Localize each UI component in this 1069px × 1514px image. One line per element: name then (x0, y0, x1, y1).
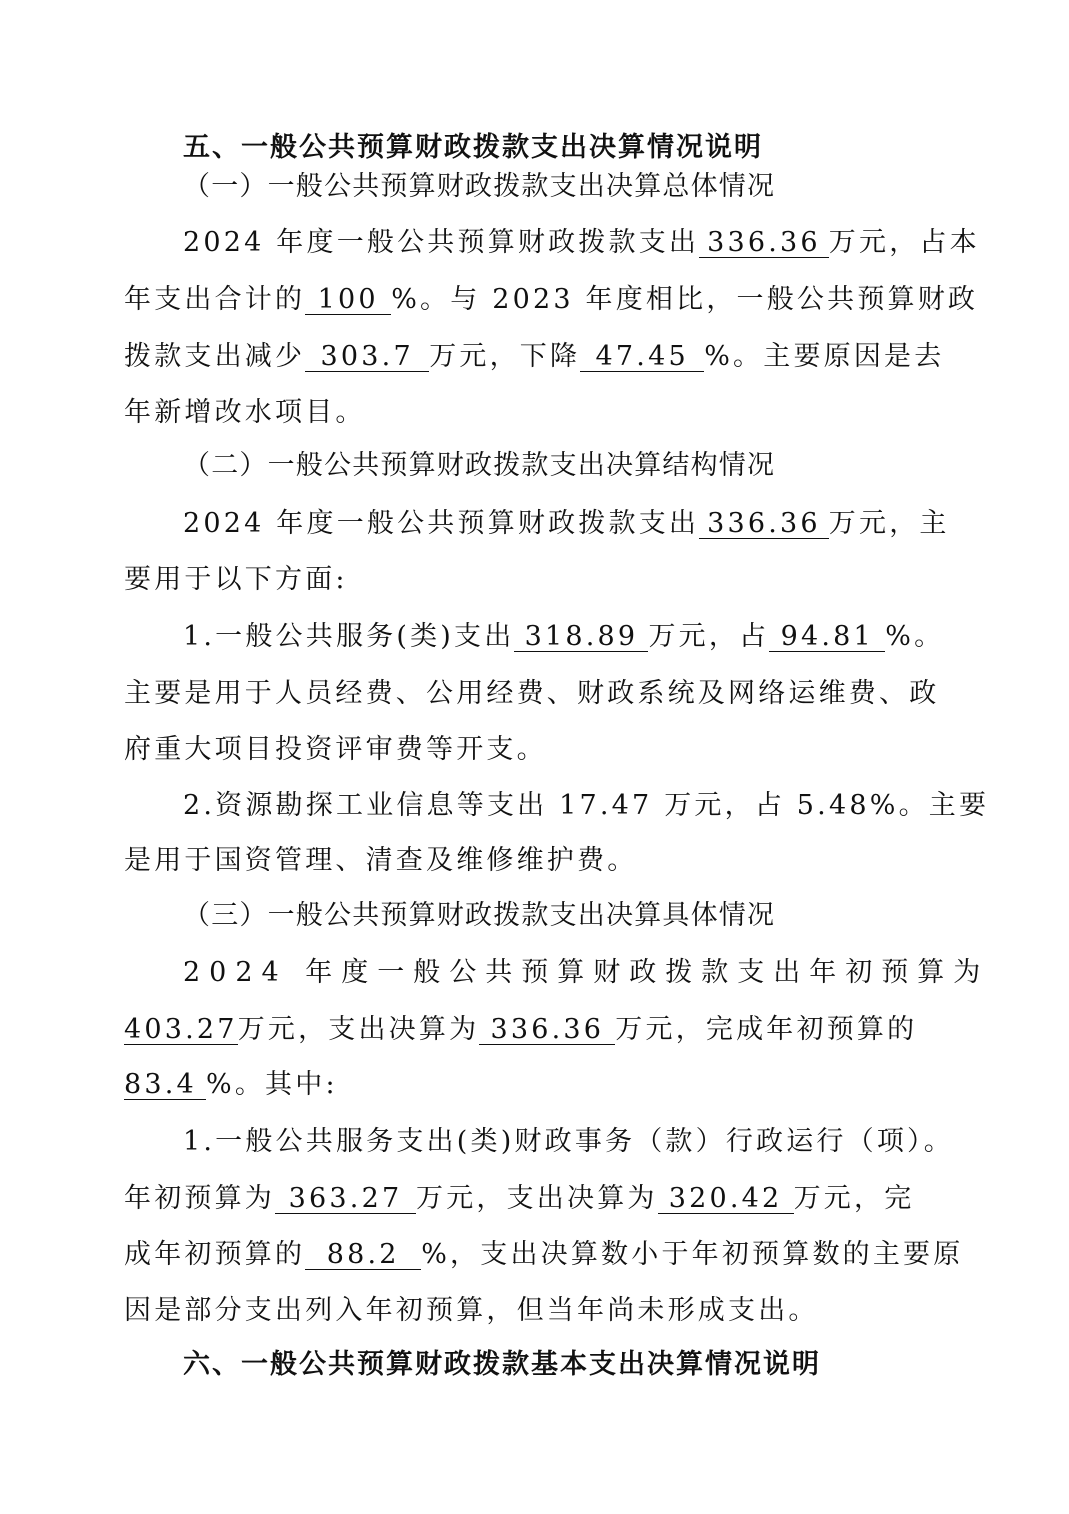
paragraph-line: 2024 年度一般公共预算财政拨款支出年初预算为 (183, 957, 990, 988)
text-run: %。其中: (206, 1069, 338, 1100)
text-run: 成年初预算的 (124, 1239, 306, 1270)
paragraph-line: 要用于以下方面: (124, 564, 348, 595)
value-final-expenditure: 336.36 (479, 1016, 615, 1045)
text-run: 万元，下降 (429, 341, 581, 372)
text-run: %。 (885, 621, 945, 652)
paragraph-line (124, 1238, 963, 1272)
text-run: 万元，完 (793, 1183, 915, 1214)
value-item1-amount: 318.89 (514, 623, 648, 652)
value-item-final: 320.42 (658, 1185, 794, 1214)
text-run: %。与 2023 年度相比，一般公共预算财政 (391, 284, 979, 315)
paragraph-line: 年新增改水项目。 (124, 397, 366, 428)
text-run: 年初预算为 (124, 1183, 275, 1214)
text-run: 2024 年度一般公共预算财政拨款支出 (183, 227, 700, 258)
value-completion-rate: 83.4 (124, 1071, 206, 1100)
subsection-2-title: （二）一般公共预算财政拨款支出决算结构情况 (183, 450, 776, 481)
value-decline-rate: 47.45 (580, 343, 704, 372)
text-run: 2024 年度一般公共预算财政拨款支出 (183, 508, 700, 539)
section-5-title: 五、一般公共预算财政拨款支出决算情况说明 (183, 132, 763, 163)
text-run: %。主要原因是去 (704, 341, 945, 372)
paragraph-line (183, 226, 980, 260)
value-share-of-total: 100 (305, 286, 391, 315)
paragraph-line: 府重大项目投资评审费等开支。 (124, 734, 547, 765)
section-6-title: 六、一般公共预算财政拨款基本支出决算情况说明 (183, 1349, 821, 1380)
paragraph-line: 主要是用于人员经费、公用经费、财政系统及网络运维费、政 (124, 678, 940, 709)
text-run: 1.一般公共服务(类)支出 (183, 621, 515, 652)
value-total-expenditure: 336.36 (699, 229, 829, 258)
paragraph-line: 2.资源勘探工业信息等支出 17.47 万元，占 5.48%。主要 (183, 790, 990, 821)
paragraph-line (124, 1182, 914, 1216)
value-total-expenditure: 336.36 (699, 510, 829, 539)
text-run: 万元，占本 (828, 227, 980, 258)
value-initial-budget: 403.27 (124, 1014, 238, 1045)
text-run: 年支出合计的 (124, 284, 306, 315)
paragraph-line (124, 283, 978, 317)
paragraph-line (183, 620, 944, 654)
value-item-budget: 363.27 (275, 1185, 416, 1214)
text-run: 万元，支出决算为 (416, 1183, 658, 1214)
paragraph-line (183, 507, 950, 541)
text-run: 万元，主 (828, 508, 950, 539)
paragraph-line: 1.一般公共服务支出(类)财政事务（款）行政运行（项）。 (183, 1126, 954, 1157)
text-run: 拨款支出减少 (124, 341, 306, 372)
subsection-1-title: （一）一般公共预算财政拨款支出决算总体情况 (183, 171, 776, 202)
paragraph-line: 是用于国资管理、清查及维修维护费。 (124, 845, 638, 876)
subsection-3-title: （三）一般公共预算财政拨款支出决算具体情况 (183, 900, 776, 931)
value-item1-share: 94.81 (769, 623, 885, 652)
paragraph-line: 因是部分支出列入年初预算，但当年尚未形成支出。 (124, 1295, 819, 1326)
paragraph-line (124, 1068, 338, 1102)
paragraph-line (124, 1013, 917, 1047)
value-item-rate: 88.2 (305, 1241, 421, 1270)
text-run: %，支出决算数小于年初预算数的主要原 (421, 1239, 964, 1270)
paragraph-line (124, 340, 944, 374)
text-run: 万元，支出决算为 (237, 1014, 480, 1045)
text-run: 万元，占 (648, 621, 770, 652)
text-run: 万元，完成年初预算的 (615, 1014, 918, 1045)
value-decrease-amount: 303.7 (305, 343, 429, 372)
